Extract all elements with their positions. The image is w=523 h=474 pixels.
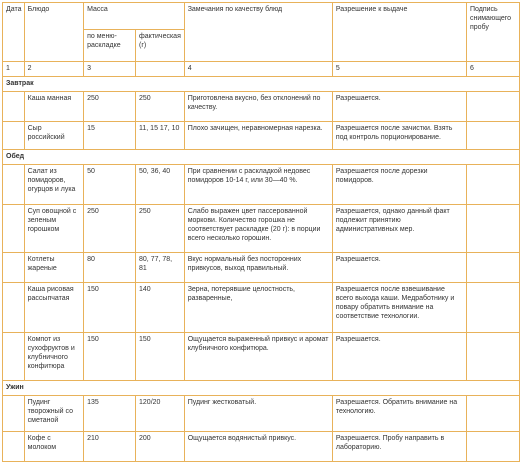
remarks-cell: Приготовлена вкусно, без отклонений по качеству. [184, 92, 332, 122]
header-remarks: Замечания по качеству блюд [184, 3, 332, 62]
section-title: Обед [3, 150, 520, 165]
date-cell [3, 122, 25, 150]
permission-cell: Разрешается после зачистки. Взять под контроль порционирование. [332, 122, 466, 150]
date-cell [3, 165, 25, 205]
menu-mass-cell: 250 [84, 205, 136, 253]
remarks-cell: Слабо выражен цвет пассерованной моркови. Количество горошка не соответствует раскладке (20 г): в порции всего несколько горошин. [184, 205, 332, 253]
menu-mass-cell: 150 [84, 283, 136, 333]
signature-cell [466, 92, 519, 122]
column-number [136, 62, 185, 77]
fact-mass-cell: 80, 77, 78, 81 [136, 253, 185, 283]
date-cell [3, 396, 25, 432]
table-header [3, 3, 520, 77]
remarks-cell: При сравнении с раскладкой недовес помидоров 10-14 г, или 30—40 %. [184, 165, 332, 205]
remarks-cell: Вкус нормальный без посторонних привкусов, выход правильный. [184, 253, 332, 283]
table-row [3, 283, 520, 333]
dish-cell: Суп овощной с зеленым горошком [24, 205, 83, 253]
fact-mass-cell: 200 [136, 432, 185, 462]
dish-cell: Каша рисовая рассыпчатая [24, 283, 83, 333]
menu-mass-cell: 50 [84, 165, 136, 205]
food-quality-log-table [2, 2, 520, 462]
section-row-breakfast [3, 77, 520, 92]
fact-mass-cell: 120/20 [136, 396, 185, 432]
signature-cell [466, 122, 519, 150]
section-title: Ужин [3, 381, 520, 396]
permission-cell: Разрешается, однако данный факт подлежит принятию административных мер. [332, 205, 466, 253]
permission-cell: Разрешается. Обратить внимание на технологию. [332, 396, 466, 432]
fact-mass-cell: 140 [136, 283, 185, 333]
permission-cell: Разрешается. [332, 92, 466, 122]
remarks-cell: Ощущается выраженный привкус и аромат клубничного конфитюра. [184, 333, 332, 381]
date-cell [3, 92, 25, 122]
table-row [3, 396, 520, 432]
table-row [3, 92, 520, 122]
menu-mass-cell: 15 [84, 122, 136, 150]
permission-cell: Разрешается после дорезки помидоров. [332, 165, 466, 205]
column-number: 5 [332, 62, 466, 77]
header-mass: Масса [84, 3, 185, 30]
remarks-cell: Зерна, потерявшие целостность, разваренные, [184, 283, 332, 333]
dish-cell: Сыр российский [24, 122, 83, 150]
quality-log-table-wrapper [2, 2, 520, 462]
date-cell [3, 333, 25, 381]
menu-mass-cell: 80 [84, 253, 136, 283]
menu-mass-cell: 210 [84, 432, 136, 462]
section-row-lunch [3, 150, 520, 165]
fact-mass-cell: 250 [136, 205, 185, 253]
header-dish: Блюдо [24, 3, 83, 62]
menu-mass-cell: 250 [84, 92, 136, 122]
header-permission: Разрешение к выдаче [332, 3, 466, 62]
column-number: 4 [184, 62, 332, 77]
remarks-cell: Ощущается водянистый привкус. [184, 432, 332, 462]
date-cell [3, 205, 25, 253]
dish-cell: Салат из помидоров, огурцов и лука [24, 165, 83, 205]
signature-cell [466, 253, 519, 283]
dish-cell: Каша манная [24, 92, 83, 122]
header-signature: Подпись снимающего пробу [466, 3, 519, 62]
signature-cell [466, 333, 519, 381]
fact-mass-cell: 50, 36, 40 [136, 165, 185, 205]
dish-cell: Пудинг творожный со сметаной [24, 396, 83, 432]
signature-cell [466, 165, 519, 205]
signature-cell [466, 205, 519, 253]
fact-mass-cell: 150 [136, 333, 185, 381]
date-cell [3, 253, 25, 283]
table-row [3, 205, 520, 253]
signature-cell [466, 396, 519, 432]
dish-cell: Кофе с молоком [24, 432, 83, 462]
fact-mass-cell: 11, 15 17, 10 [136, 122, 185, 150]
column-numbers-row [3, 62, 520, 77]
table-row [3, 165, 520, 205]
column-number: 6 [466, 62, 519, 77]
signature-cell [466, 283, 519, 333]
remarks-cell: Плохо зачищен, неравномерная нарезка. [184, 122, 332, 150]
remarks-cell: Пудинг жестковатый. [184, 396, 332, 432]
table-row [3, 432, 520, 462]
column-number: 1 [3, 62, 25, 77]
dish-cell: Компот из сухофруктов и клубничного конфитюра [24, 333, 83, 381]
table-row [3, 122, 520, 150]
column-number: 2 [24, 62, 83, 77]
permission-cell: Разрешается. Пробу направить в лабораторию. [332, 432, 466, 462]
signature-cell [466, 432, 519, 462]
permission-cell: Разрешается после взвешивание всего выхода каши. Медработнику и повару обратить внимание на соответствие технологии. [332, 283, 466, 333]
header-date: Дата [3, 3, 25, 62]
section-row-dinner [3, 381, 520, 396]
menu-mass-cell: 150 [84, 333, 136, 381]
date-cell [3, 432, 25, 462]
header-mass-fact: фактическая (г) [136, 30, 185, 62]
fact-mass-cell: 250 [136, 92, 185, 122]
permission-cell: Разрешается. [332, 253, 466, 283]
section-title: Завтрак [3, 77, 520, 92]
dish-cell: Котлеты жареные [24, 253, 83, 283]
permission-cell: Разрешается. [332, 333, 466, 381]
column-number: 3 [84, 62, 136, 77]
header-mass-menu: по меню-раскладке [84, 30, 136, 62]
date-cell [3, 283, 25, 333]
table-row [3, 253, 520, 283]
table-row [3, 333, 520, 381]
table-body [3, 77, 520, 462]
menu-mass-cell: 135 [84, 396, 136, 432]
